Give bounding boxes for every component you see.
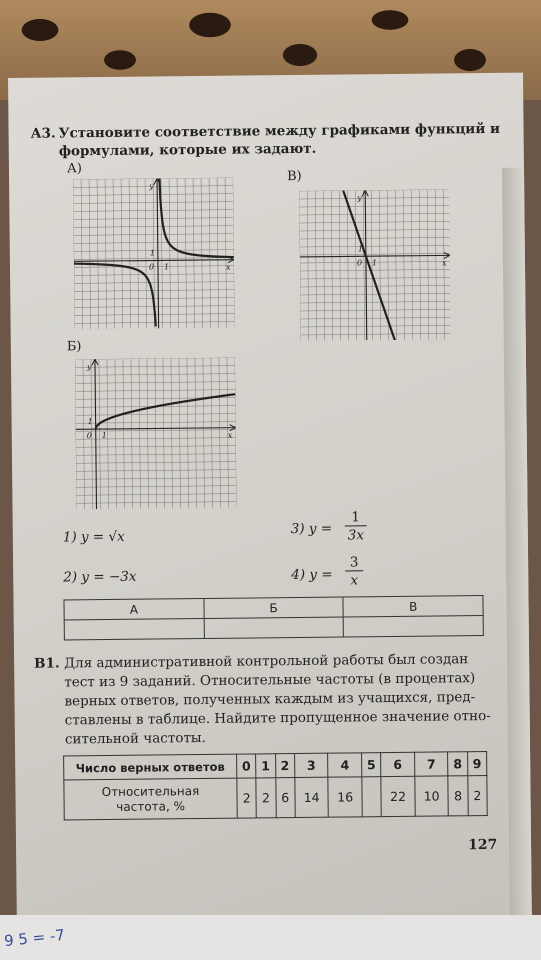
graph-a-label: А) bbox=[66, 161, 82, 177]
answer-cell-a[interactable] bbox=[64, 618, 204, 639]
x-unit-label: 1 bbox=[101, 430, 107, 441]
grid-line bbox=[300, 237, 450, 239]
grid-line bbox=[115, 359, 117, 509]
grid-line bbox=[97, 179, 99, 329]
grid-line bbox=[129, 179, 131, 329]
grid-line bbox=[301, 333, 451, 335]
y-axis-label: y bbox=[149, 181, 154, 191]
grid-line bbox=[209, 178, 211, 328]
frequency-row bbox=[64, 776, 487, 820]
formula-3-numerator: 1 bbox=[345, 510, 367, 526]
grid-line bbox=[427, 190, 429, 340]
grid-line bbox=[179, 358, 181, 508]
formula-2: 2) y = −3x bbox=[63, 568, 137, 586]
grid-line bbox=[235, 358, 237, 508]
sqrt-curve bbox=[95, 394, 235, 429]
task-b1-line2: тест из 9 заданий. Относительные частоты (в процентах) bbox=[64, 670, 476, 691]
task-a3-line2: формулами, которые их задают. bbox=[58, 140, 317, 160]
answer-header-a: А bbox=[64, 598, 204, 619]
count-cell: 6 bbox=[381, 752, 415, 776]
grid-line bbox=[435, 190, 437, 340]
task-b1-line4: ставлены в таблице. Найдите пропущенное значение отно- bbox=[64, 707, 491, 729]
grid-line bbox=[155, 358, 157, 508]
x-axis-label: x bbox=[225, 262, 231, 272]
grid-line bbox=[195, 358, 197, 508]
grid-line bbox=[163, 358, 165, 508]
task-b1-line5: сительной частоты. bbox=[64, 729, 207, 748]
count-cell: 5 bbox=[362, 753, 382, 777]
handwritten-note: 9 5 = -7 bbox=[3, 925, 66, 951]
missing-frequency-cell[interactable] bbox=[362, 777, 382, 817]
y-axis bbox=[95, 359, 97, 509]
grid-line bbox=[123, 359, 125, 509]
page-number: 127 bbox=[467, 836, 498, 854]
grid-line bbox=[201, 178, 203, 328]
grid-line bbox=[301, 325, 451, 327]
task-a3-label: А3. bbox=[30, 125, 56, 142]
x-axis bbox=[300, 255, 450, 257]
grid-line bbox=[331, 191, 333, 341]
frequency-table bbox=[63, 751, 488, 820]
grid-line bbox=[169, 178, 171, 328]
graph-v bbox=[299, 189, 451, 341]
grid-line bbox=[99, 359, 101, 509]
grid-line bbox=[187, 358, 189, 508]
y-axis-label: y bbox=[357, 193, 362, 203]
page-edge bbox=[502, 168, 532, 948]
grid-line bbox=[379, 190, 381, 340]
grid-line bbox=[300, 293, 450, 295]
grid-line bbox=[217, 178, 219, 328]
graph-a bbox=[73, 178, 235, 330]
grid-line bbox=[300, 221, 450, 223]
frequency-cell: 22 bbox=[381, 776, 415, 816]
hyperbola-branch-left bbox=[74, 263, 156, 328]
task-a3-line1: Установите соответствие между графиками функций и bbox=[58, 120, 501, 142]
grid-line bbox=[177, 178, 179, 328]
formula-4-numerator: 3 bbox=[345, 555, 363, 571]
grid-line bbox=[339, 191, 341, 341]
count-row-header: Число верных ответов bbox=[64, 754, 237, 780]
grid-line bbox=[139, 359, 141, 509]
count-cell: 3 bbox=[294, 753, 328, 777]
frequency-cell: 2 bbox=[256, 778, 276, 818]
grid-line bbox=[307, 191, 309, 341]
grid-line bbox=[419, 190, 421, 340]
grid-line bbox=[145, 179, 147, 329]
frequency-cell: 10 bbox=[415, 776, 449, 816]
count-cell: 7 bbox=[414, 752, 448, 776]
x-axis-label: x bbox=[227, 430, 233, 440]
formula-1: 1) y = √x bbox=[62, 528, 125, 546]
grid-line bbox=[171, 358, 173, 508]
grid-line bbox=[219, 358, 221, 508]
y-axis bbox=[157, 178, 159, 328]
grid-line bbox=[300, 269, 450, 271]
frequency-cell: 16 bbox=[328, 777, 362, 817]
grid-line bbox=[300, 229, 450, 231]
graph-b-label: Б) bbox=[66, 339, 82, 355]
grid-line bbox=[395, 190, 397, 340]
grid-line bbox=[299, 191, 301, 341]
frequency-header-line2: частота, % bbox=[116, 798, 186, 814]
grid-line bbox=[105, 179, 107, 329]
origin-label: 0 bbox=[86, 431, 92, 441]
textbook-page bbox=[8, 73, 532, 938]
grid-line bbox=[300, 309, 450, 311]
grid-line bbox=[113, 179, 115, 329]
count-cell: 4 bbox=[328, 753, 362, 777]
grid-line bbox=[83, 359, 85, 509]
y-unit-label: 1 bbox=[357, 244, 363, 254]
grid-line bbox=[300, 253, 450, 255]
frequency-cell: 2 bbox=[237, 778, 257, 818]
answer-cell-v[interactable] bbox=[343, 616, 483, 637]
y-unit-label: 1 bbox=[149, 248, 155, 258]
frequency-cell: 14 bbox=[295, 777, 329, 817]
x-unit-label: 1 bbox=[163, 262, 170, 272]
notebook-paper bbox=[0, 915, 541, 960]
formula-4-prefix: 4) y = bbox=[291, 566, 333, 584]
grid-line bbox=[89, 179, 91, 329]
grid-line bbox=[363, 190, 365, 340]
grid-line bbox=[75, 359, 77, 509]
frequency-row-header bbox=[64, 778, 237, 820]
grid-line bbox=[299, 213, 449, 215]
grid-line bbox=[121, 179, 123, 329]
answer-value-row bbox=[64, 616, 483, 640]
x-axis-label: x bbox=[441, 258, 447, 268]
grid-line bbox=[203, 358, 205, 508]
grid-line bbox=[347, 190, 349, 340]
grid-line bbox=[131, 359, 133, 509]
grid-line bbox=[107, 359, 109, 509]
grid-line bbox=[403, 190, 405, 340]
grid-line bbox=[225, 178, 227, 328]
task-b1-line1: Для административной контрольной работы был создан bbox=[64, 651, 469, 672]
grid-line bbox=[299, 189, 449, 191]
grid-line bbox=[301, 317, 451, 319]
grid-line bbox=[411, 190, 413, 340]
task-b1-label: В1. bbox=[34, 655, 60, 672]
count-cell: 1 bbox=[256, 754, 276, 778]
grid-line bbox=[211, 358, 213, 508]
grid-line bbox=[147, 359, 149, 509]
answer-header-b: Б bbox=[204, 597, 344, 618]
count-cell: 8 bbox=[448, 752, 468, 776]
frequency-cell: 8 bbox=[448, 776, 468, 816]
grid-line bbox=[137, 179, 139, 329]
count-cell: 2 bbox=[275, 754, 295, 778]
grid-line bbox=[81, 179, 83, 329]
count-cell: 0 bbox=[237, 754, 257, 778]
grid-line bbox=[193, 178, 195, 328]
formula-3-prefix: 3) y = bbox=[290, 520, 333, 538]
frequency-header-line1: Относительная bbox=[101, 783, 200, 799]
y-axis bbox=[365, 190, 367, 340]
y-unit-label: 1 bbox=[87, 417, 93, 427]
grid-line bbox=[323, 191, 325, 341]
answer-table bbox=[63, 595, 483, 640]
graph-b bbox=[75, 358, 237, 510]
grid-line bbox=[300, 277, 450, 279]
grid-line bbox=[73, 179, 75, 329]
answer-cell-b[interactable] bbox=[204, 617, 344, 638]
origin-label: 0 bbox=[148, 262, 155, 272]
origin-label: 0 bbox=[356, 258, 363, 268]
grid-line bbox=[300, 245, 450, 247]
frequency-cell: 6 bbox=[275, 778, 295, 818]
y-axis-label: y bbox=[86, 362, 92, 372]
answer-header-v: В bbox=[343, 596, 483, 617]
frequency-cell: 2 bbox=[467, 776, 487, 816]
count-cell: 9 bbox=[467, 752, 487, 776]
grid-line bbox=[233, 178, 235, 328]
task-b1-line3: верных ответов, полученных каждым из учащихся, пред- bbox=[64, 689, 476, 710]
formula-3-denominator: 3x bbox=[347, 527, 364, 544]
grid-line bbox=[299, 197, 449, 199]
x-unit-label: 1 bbox=[371, 258, 378, 268]
formula-4-denominator: x bbox=[350, 572, 359, 589]
grid-line bbox=[300, 301, 450, 303]
graph-v-label: В) bbox=[286, 168, 302, 185]
grid-line bbox=[315, 191, 317, 341]
grid-line bbox=[299, 205, 449, 207]
